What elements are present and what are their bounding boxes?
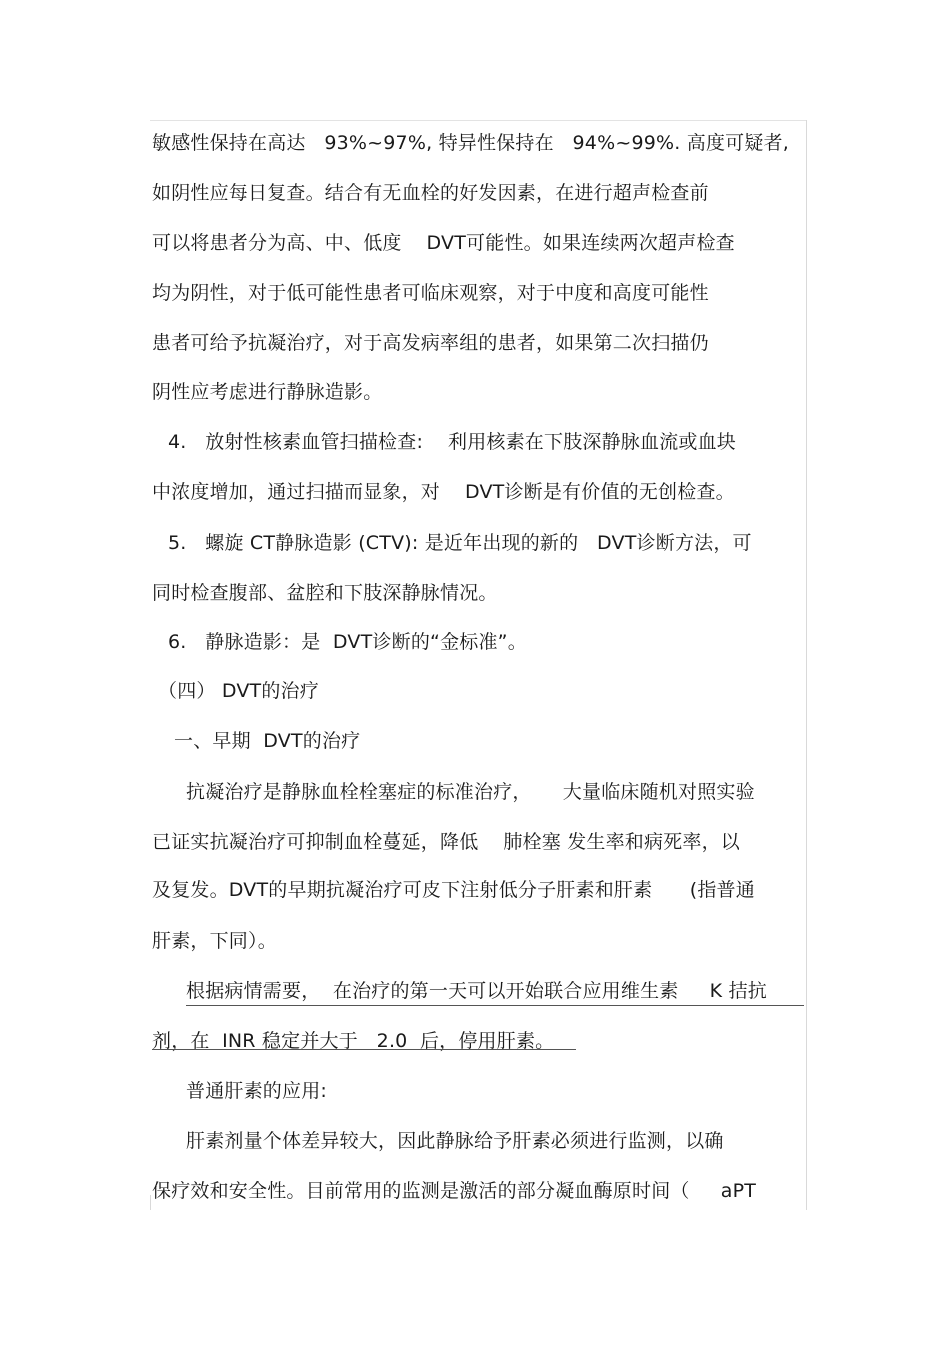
- underlined-text-line: 根据病情需要， 在治疗的第一天可以开始联合应用维生素 K 拮抗: [186, 980, 767, 1002]
- page-frame-right: [806, 120, 807, 1210]
- text-line: 及复发。DVT的早期抗凝治疗可皮下注射低分子肝素和肝素 (指普通: [152, 879, 755, 901]
- text-line: 如阴性应每日复查。结合有无血栓的好发因素，在进行超声检查前: [152, 182, 709, 204]
- text-line: 5. 螺旋 CT静脉造影 (CTV): 是近年出现的新的 DVT诊断方法，可: [168, 532, 752, 554]
- text-line: 中浓度增加，通过扫描而显象，对 DVT诊断是有价值的无创检查。: [152, 481, 735, 503]
- text-line: 可以将患者分为高、中、低度 DVT可能性。如果连续两次超声检查: [152, 232, 735, 254]
- page-frame-top: [150, 120, 806, 121]
- text-line: 肝素剂量个体差异较大，因此静脉给予肝素必须进行监测，以确: [186, 1130, 724, 1152]
- text-line: 同时检查腹部、盆腔和下肢深静脉情况。: [152, 582, 498, 604]
- text-underline: [152, 1049, 576, 1050]
- text-line: 普通肝素的应用:: [186, 1080, 328, 1102]
- text-line: 保疗效和安全性。目前常用的监测是激活的部分凝血酶原时间（ aPT: [152, 1180, 757, 1202]
- page-frame-left-stub: [150, 1195, 151, 1210]
- text-underline: [186, 1005, 804, 1006]
- subsection-heading: 一、早期 DVT的治疗: [174, 730, 361, 752]
- text-line: 肝素，下同）。: [152, 930, 277, 952]
- text-line: 6. 静脉造影：是 DVT诊断的“金标准”。: [168, 631, 527, 653]
- text-line: 抗凝治疗是静脉血栓栓塞症的标准治疗， 大量临床随机对照实验: [186, 781, 755, 803]
- text-line: 阴性应考虑进行静脉造影。: [152, 381, 383, 403]
- underlined-text-line: 剂，在 INR 稳定并大于 2.0 后，停用肝素。: [152, 1030, 555, 1052]
- text-line: 均为阴性，对于低可能性患者可临床观察，对于中度和高度可能性: [152, 282, 709, 304]
- text-line: 4. 放射性核素血管扫描检查: 利用核素在下肢深静脉血流或血块: [168, 431, 737, 453]
- text-line: 患者可给予抗凝治疗，对于高发病率组的患者，如果第二次扫描仍: [152, 332, 709, 354]
- text-line: 已证实抗凝治疗可抑制血栓蔓延，降低 肺栓塞 发生率和病死率，以: [152, 831, 740, 853]
- text-line: 敏感性保持在高达 93%~97%, 特异性保持在 94%~99%. 高度可疑者,: [152, 132, 789, 154]
- section-heading: （四） DVT的治疗: [158, 680, 319, 702]
